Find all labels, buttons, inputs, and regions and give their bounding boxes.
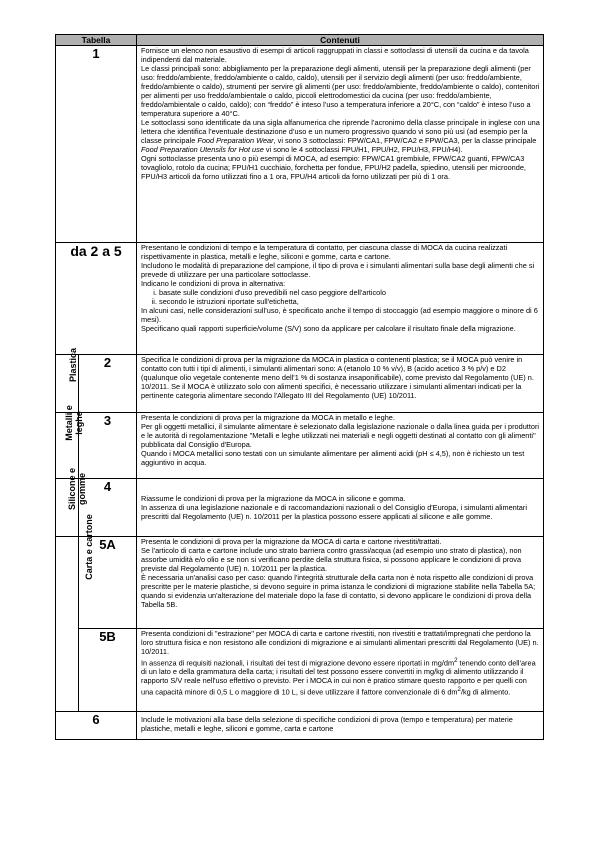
text-run: Le sottoclassi sono identificate da una sigla alfanumerica che riprende l’acronimo della classe principale in inglese con una lettera che identifica l’eventuale destinazione d’uso e un numero progressivo quando vi sono più usi (ad esempio per la classe principale [141,118,540,145]
superscript: 2 [457,686,461,694]
row-label: 6 [56,712,137,740]
text-run: tenendo conto dell'area di un lato e della grammatura della carta; i risultati del test possono essere convertiti in mg/kg di alimento utilizzando il rapporto S/V reale nell'uso effettivo o previsto. Per i MOCA in cui non è pratico stimare questo rapporto e per quelli con una capacità minore di 0,5 L o maggiore di 10 L, si deve utilizzare il fattore convenzionale di 6 dm [141,658,536,697]
table-row [56,712,544,740]
paragraph: Indicano le condizioni di prova in alternativa: [141,279,286,288]
category-line: leghe [73,411,84,435]
table-row [56,479,544,537]
paragraph: Per gli oggetti metallici, il simulante alimentare è selezionato dalla legislazione nazionale o dalla linea guida per i produttori e le autorità di regolamentazione "Metalli e leghe utilizzati nei materiali e negli oggetti destinati al contatto con gli alimenti" pubblicata dal Consiglio d'Europa. [141,422,540,449]
paragraph: Presenta le condizioni di prova per la migrazione da MOCA in metallo e leghe. [141,413,395,422]
row-content [137,413,544,479]
paragraph: Presenta le condizioni di prova per la migrazione da MOCA di carta e cartone rivestiti/trattati. [141,537,442,546]
category-label [56,467,88,537]
category-label: Plastica [56,355,79,413]
row-label: da 2 a 5 [56,243,137,355]
italic-text: Food Preparation Utensils for Hot use [141,145,264,154]
paragraph: Specifica le condizioni di prova per la migrazione da MOCA in plastica o contenenti plastica; se il MOCA può venire in contatto con tutti i tipi di alimenti, i simulanti alimentari sono: A (etanolo 10 % v/v), B (acido acetico 3 % p/v) e D2 (qualunque olio vegetale contenente meno dell'1 % di sostanza insaponificabile), come previsto dal Regolamento (UE) n. 10/2011. Se il MOCA è utilizzato solo con alimenti specifici, è necessario utilizzare i simulanti alimentari indicati per la pertinente categoria alimentare secondo l'Allegato III del Regolamento (UE) 10/2011. [141,355,534,400]
text-run: In assenza di requisiti nazionali, i risultati dei test di migrazione devono essere riportati in mg/dm [141,658,455,668]
conditions-list [141,288,540,306]
text-run: /kg di alimento. [460,687,511,697]
row-content [137,46,544,243]
row-label: 1 [56,46,137,243]
header-contenuti: Contenuti [137,35,544,46]
paragraph: Includono le modalità di preparazione del campione, il tipo di prova e i simulanti alimentari sulla base degli alimenti che si prevede di utilizzare per una particolare sottoclasse. [141,261,535,279]
table-row [56,355,544,413]
paragraph: In alcuni casi, nelle considerazioni sull’uso, è specificato anche il tempo di stoccaggio (ad esempio maggiore o minore di 6 mesi). [141,306,538,324]
paragraph: Include le motivazioni alla base della selezione di specifiche condizioni di prova (tempo e temperatura) per materie plastiche, metalli e leghe, siliconi e gomme, carta e cartone [141,715,513,733]
row-label: 5A [79,537,137,629]
table-row [56,629,544,712]
text-run: vi sono le 4 sottoclassi FPU/H1, FPU/H2, FPU/H3, FPU/H4). [263,145,463,154]
row-content [137,479,544,537]
paragraph: Se l'articolo di carta e cartone include uno strato barriera contro grassi/acqua (ad esempio uno strato di plastica), non assorbe umidità e/o olio e se non si verificano perdite della struttura fisica, si possono applicare le condizioni di prova previste dal Regolamento (UE) n. 10/2011 per la plastica. [141,546,522,573]
category-line: Metalli e [63,405,74,441]
paragraph: Specificano quali rapporti superficie/volume (S/V) sono da applicare per calcolare il risultato finale della migrazione. [141,324,516,333]
row-label: 2 [79,355,137,413]
superscript: 2 [454,657,458,664]
paragraph: In assenza di una legislazione nazionale e di raccomandazioni nazionali o del Consiglio d'Europa, i simulanti alimentari prescritti dal Regolamento (UE) n. 10/2011 per la plastica possono essere applicati al silicone e alle gomme. [141,503,527,521]
paragraph [141,656,540,697]
table-row [56,243,544,355]
list-item: i. basate sulle condizioni d'uso prevedibili nel caso peggiore dell'articolo [159,288,540,297]
category-line: gomme [77,473,88,506]
list-item: ii. secondo le istruzioni riportate sull'etichetta, [159,297,540,306]
row-content [137,629,544,712]
paragraph: Ogni sottoclasse presenta uno o più esempi di MOCA, ad esempio: FPW/CA1 grembiule, FPW/CA2 guanti, FPW/CA3 tovagliolo, rotolo da cucina; FPU/H1 cucchiaio, forchetta per fondue, FPU/H2 padella, spiedino, utensili per microonde, FPU/H3 articoli da forno utilizzati fino a 1 ora, FPU/H4 articoli da forno utilizzati per più di 1 ora. [141,154,526,181]
row-label: 5B [79,629,137,712]
text-run: , vi sono 3 sottoclassi: FPW/CA1, FPW/CA2 e FPW/CA3, per la classe principale [273,136,537,145]
category-label: Carta e cartone [56,537,79,712]
row-content [137,243,544,355]
row-label: 4 [79,479,137,537]
table-header-row [56,35,544,46]
paragraph: Quando i MOCA metallici sono testati con un simulante alimentare per alimenti acidi (pH ≤ 4,5), non è richiesto un test aggiuntivo in acqua. [141,449,525,467]
header-tabella: Tabella [56,35,137,46]
row-content [137,537,544,629]
table-row [56,537,544,629]
row-content [137,712,544,740]
category-line: Silicone e [67,467,78,511]
row-label: 3 [79,413,137,479]
paragraph: Fornisce un elenco non esaustivo di esempi di articoli raggruppati in classi e sottoclassi di utensili da cucina e da tavola indipendenti dal materiale. [141,46,529,64]
paragraph [141,118,540,154]
italic-text: Food Preparation Wear [197,136,274,145]
paragraph: Le classi principali sono: abbigliamento per la preparazione degli alimenti, utensili per la preparazione degli alimenti (per uso: freddo/ambiente, freddo/ambiente o caldo, caldo), utensili per il servizio degli alimenti (per uso: freddo/ambiente, freddo/ambiente o caldo), strumenti per servire gli alimenti (per uso: freddo/ambiente, freddo/ambiente o caldo), contenitori per alimenti per uso freddo/ambientale o caldo, piccoli elettrodomestici da cucina (per uso: freddo/ambiente, freddo/ambientale o caldo, caldo); con “freddo” è inteso l’uso a temperatura inferiore a 20°C, con “caldo” è inteso l’uso a temperatura superiore a 40°C. [141,64,540,118]
contents-table [55,34,544,740]
row-content [137,355,544,413]
paragraph: Riassume le condizioni di prova per la migrazione da MOCA in silicone e gomma. [141,494,406,503]
table-row [56,413,544,479]
table-row [56,46,544,243]
paragraph: Presenta condizioni di "estrazione" per MOCA di carta e cartone rivestiti, non rivestiti e trattati/impregnati che perdono la loro struttura fisica e non resistono alle condizioni di migrazione e ai simulanti alimentari prescritti dal Regolamento (UE) n. 10/2011. [141,629,539,656]
paragraph: Presentano le condizioni di tempo e la temperatura di contatto, per ciascuna classe di MOCA da cucina realizzati rispettivamente in plastica, metalli e leghe, siliconi e gomme, carta e cartone. [141,243,508,261]
paragraph: È necessaria un'analisi caso per caso: quando l'integrità strutturale della carta non è nota rispetto alle condizioni di prova prescritte per le materie plastiche, si devono seguire in prima istanza le condizioni di migrazione stabilite nella Tabella 5A; quando si evidenzia un'alterazione del materiale dopo la fase di contatto, si devono applicare le condizioni di prova della Tabella 5B. [141,573,536,609]
